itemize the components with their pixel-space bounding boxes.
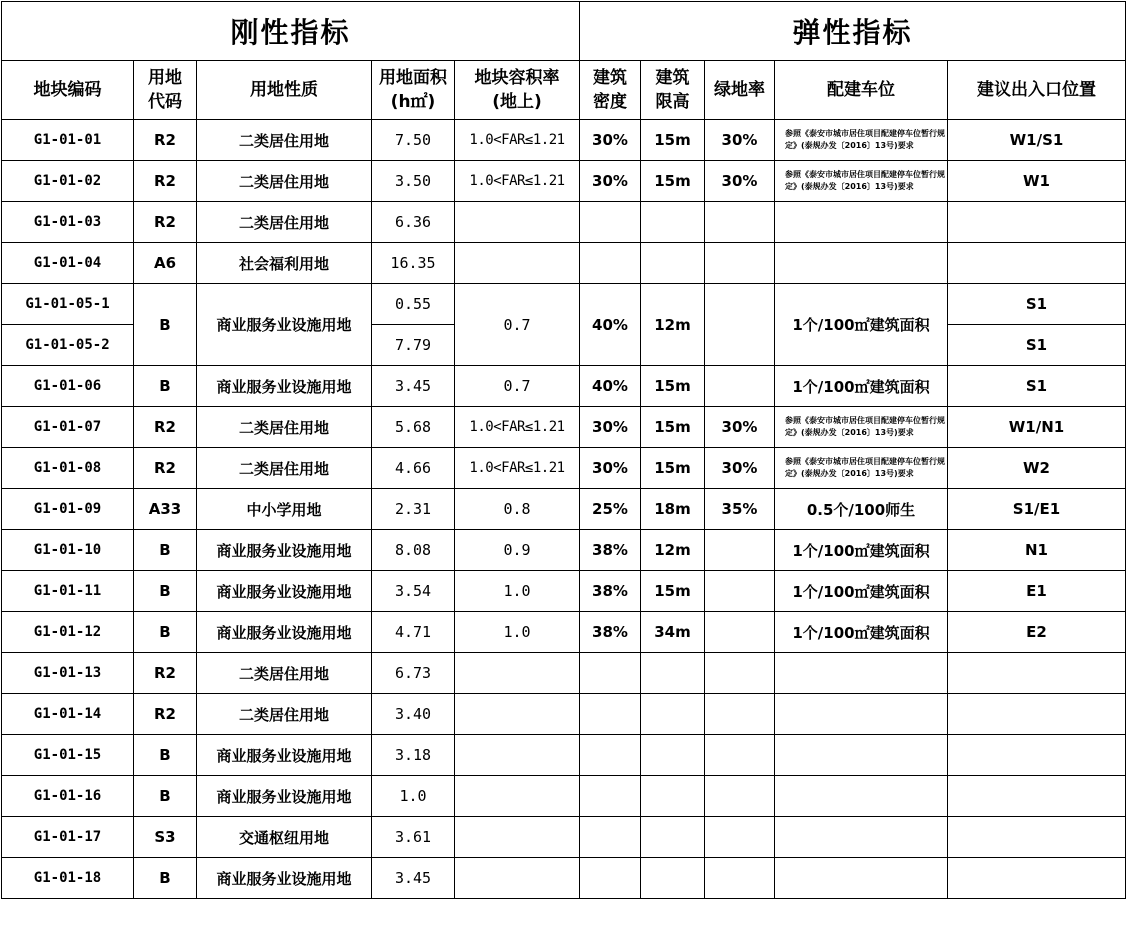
land-area: 16.35 [372,243,455,284]
building-density [580,858,641,899]
far-value: 0.9 [455,530,580,571]
parking-note: 1个/100㎡建筑面积 [775,571,948,612]
table-row [2,858,1126,899]
far-value: 1.0<FAR≤1.21 [455,448,580,489]
parcel-code: G1-01-05-2 [2,325,134,366]
green-rate [705,858,775,899]
header-density: 建筑 密度 [580,61,641,120]
parking-note [775,653,948,694]
land-code: R2 [134,161,197,202]
building-density: 40% [580,366,641,407]
land-code: S3 [134,817,197,858]
land-area: 3.18 [372,735,455,776]
land-area: 3.45 [372,366,455,407]
column-header-row [2,61,1126,120]
green-rate [705,571,775,612]
green-rate [705,612,775,653]
parcel-code: G1-01-13 [2,653,134,694]
height-limit [641,653,705,694]
table-row [2,448,1126,489]
table-row [2,366,1126,407]
table-row [2,161,1126,202]
green-rate [705,530,775,571]
land-area: 3.61 [372,817,455,858]
far-value: 1.0<FAR≤1.21 [455,120,580,161]
land-area: 3.54 [372,571,455,612]
height-limit [641,202,705,243]
entrance-position: S1 [948,284,1126,325]
parcel-code: G1-01-02 [2,161,134,202]
land-area: 7.50 [372,120,455,161]
entrance-position [948,243,1126,284]
land-nature: 中小学用地 [197,489,372,530]
group-header-row [2,2,1126,61]
parking-note: 参照《泰安市城市居住项目配建停车位暂行规定》(泰规办发〔2016〕13号)要求 [775,407,948,448]
land-nature: 商业服务业设施用地 [197,858,372,899]
land-nature: 社会福利用地 [197,243,372,284]
green-rate: 30% [705,407,775,448]
land-code: B [134,366,197,407]
green-rate: 35% [705,489,775,530]
land-area: 2.31 [372,489,455,530]
land-nature: 二类居住用地 [197,653,372,694]
parking-note [775,202,948,243]
land-code: R2 [134,448,197,489]
table-row [2,571,1126,612]
building-density [580,776,641,817]
table-row [2,776,1126,817]
parcel-code: G1-01-06 [2,366,134,407]
parking-note [775,735,948,776]
parcel-code: G1-01-01 [2,120,134,161]
header-green-rate: 绿地率 [705,61,775,120]
green-rate: 30% [705,120,775,161]
height-limit: 15m [641,407,705,448]
table-row [2,284,1126,325]
header-land-area: 用地面积 (h㎡) [372,61,455,120]
parking-note [775,776,948,817]
green-rate [705,694,775,735]
rigid-indicators-title: 刚性指标 [2,2,580,61]
height-limit: 34m [641,612,705,653]
land-area: 3.45 [372,858,455,899]
far-value [455,694,580,735]
height-limit [641,735,705,776]
table-row [2,120,1126,161]
land-nature: 二类居住用地 [197,120,372,161]
building-density: 38% [580,571,641,612]
land-code: R2 [134,694,197,735]
entrance-position: N1 [948,530,1126,571]
building-density: 30% [580,120,641,161]
land-index-table [1,1,1126,899]
header-land-nature: 用地性质 [197,61,372,120]
land-nature: 商业服务业设施用地 [197,284,372,366]
height-limit: 12m [641,284,705,366]
building-density: 38% [580,612,641,653]
parcel-code: G1-01-18 [2,858,134,899]
parcel-code: G1-01-16 [2,776,134,817]
land-area: 4.71 [372,612,455,653]
land-area: 7.79 [372,325,455,366]
entrance-position: S1 [948,325,1126,366]
parking-note [775,817,948,858]
land-code: B [134,530,197,571]
header-parking: 配建车位 [775,61,948,120]
land-area: 3.40 [372,694,455,735]
far-value [455,858,580,899]
land-nature: 商业服务业设施用地 [197,366,372,407]
land-nature: 二类居住用地 [197,694,372,735]
far-value [455,735,580,776]
far-value: 1.0 [455,571,580,612]
height-limit: 18m [641,489,705,530]
parcel-code: G1-01-03 [2,202,134,243]
far-value [455,653,580,694]
height-limit [641,694,705,735]
entrance-position: W2 [948,448,1126,489]
land-code: R2 [134,407,197,448]
green-rate [705,817,775,858]
far-value [455,776,580,817]
height-limit [641,243,705,284]
land-area: 0.55 [372,284,455,325]
parking-note [775,694,948,735]
far-value: 1.0<FAR≤1.21 [455,161,580,202]
building-density: 30% [580,407,641,448]
land-nature: 二类居住用地 [197,407,372,448]
land-nature: 交通枢纽用地 [197,817,372,858]
table-row [2,407,1126,448]
green-rate [705,202,775,243]
land-code: B [134,776,197,817]
land-nature: 二类居住用地 [197,448,372,489]
entrance-position [948,202,1126,243]
table-row [2,530,1126,571]
land-nature: 二类居住用地 [197,161,372,202]
height-limit: 15m [641,571,705,612]
parking-note: 1个/100㎡建筑面积 [775,284,948,366]
building-density [580,243,641,284]
land-nature: 商业服务业设施用地 [197,735,372,776]
green-rate [705,776,775,817]
building-density [580,694,641,735]
far-value [455,817,580,858]
land-code: B [134,284,197,366]
far-value: 1.0<FAR≤1.21 [455,407,580,448]
header-entrance: 建议出入口位置 [948,61,1126,120]
land-nature: 商业服务业设施用地 [197,612,372,653]
parcel-code: G1-01-12 [2,612,134,653]
entrance-position: W1/N1 [948,407,1126,448]
parcel-code: G1-01-09 [2,489,134,530]
entrance-position: W1 [948,161,1126,202]
building-density [580,653,641,694]
entrance-position: S1/E1 [948,489,1126,530]
parcel-code: G1-01-08 [2,448,134,489]
land-area: 6.36 [372,202,455,243]
entrance-position [948,694,1126,735]
building-density: 38% [580,530,641,571]
green-rate: 30% [705,161,775,202]
header-land-code: 用地 代码 [134,61,197,120]
elastic-indicators-title: 弹性指标 [580,2,1126,61]
parcel-code: G1-01-05-1 [2,284,134,325]
header-parcel-code: 地块编码 [2,61,134,120]
building-density: 25% [580,489,641,530]
green-rate [705,735,775,776]
far-value [455,243,580,284]
green-rate [705,653,775,694]
land-area: 1.0 [372,776,455,817]
entrance-position [948,858,1126,899]
parking-note: 参照《泰安市城市居住项目配建停车位暂行规定》(泰规办发〔2016〕13号)要求 [775,448,948,489]
parcel-code: G1-01-14 [2,694,134,735]
parking-note: 1个/100㎡建筑面积 [775,366,948,407]
land-nature: 商业服务业设施用地 [197,776,372,817]
land-nature: 二类居住用地 [197,202,372,243]
entrance-position: E1 [948,571,1126,612]
table-row [2,202,1126,243]
land-code: B [134,571,197,612]
parcel-code: G1-01-10 [2,530,134,571]
green-rate [705,366,775,407]
header-height: 建筑 限高 [641,61,705,120]
parcel-code: G1-01-15 [2,735,134,776]
height-limit [641,817,705,858]
entrance-position: S1 [948,366,1126,407]
green-rate [705,243,775,284]
land-code: R2 [134,202,197,243]
table-row [2,489,1126,530]
far-value [455,202,580,243]
height-limit: 15m [641,120,705,161]
land-area: 6.73 [372,653,455,694]
entrance-position [948,817,1126,858]
parcel-code: G1-01-17 [2,817,134,858]
land-code: B [134,858,197,899]
table-row [2,694,1126,735]
land-code: R2 [134,120,197,161]
far-value: 0.7 [455,366,580,407]
table-row [2,735,1126,776]
far-value: 0.7 [455,284,580,366]
land-code: A33 [134,489,197,530]
building-density [580,735,641,776]
height-limit [641,776,705,817]
land-area: 8.08 [372,530,455,571]
table-row [2,612,1126,653]
header-far: 地块容积率 (地上) [455,61,580,120]
height-limit: 12m [641,530,705,571]
land-nature: 商业服务业设施用地 [197,530,372,571]
land-area: 5.68 [372,407,455,448]
parking-note: 1个/100㎡建筑面积 [775,612,948,653]
parcel-code: G1-01-07 [2,407,134,448]
green-rate [705,284,775,366]
entrance-position: W1/S1 [948,120,1126,161]
entrance-position [948,776,1126,817]
table-row [2,243,1126,284]
entrance-position [948,735,1126,776]
building-density: 30% [580,161,641,202]
parcel-code: G1-01-04 [2,243,134,284]
land-code: B [134,612,197,653]
land-nature: 商业服务业设施用地 [197,571,372,612]
land-code: B [134,735,197,776]
table-row [2,653,1126,694]
far-value: 1.0 [455,612,580,653]
land-area: 4.66 [372,448,455,489]
entrance-position [948,653,1126,694]
table-row [2,817,1126,858]
parking-note: 1个/100㎡建筑面积 [775,530,948,571]
parking-note [775,243,948,284]
parcel-code: G1-01-11 [2,571,134,612]
building-density [580,817,641,858]
green-rate: 30% [705,448,775,489]
building-density: 30% [580,448,641,489]
land-code: A6 [134,243,197,284]
far-value: 0.8 [455,489,580,530]
entrance-position: E2 [948,612,1126,653]
height-limit [641,858,705,899]
land-area: 3.50 [372,161,455,202]
parking-note: 参照《泰安市城市居住项目配建停车位暂行规定》(泰规办发〔2016〕13号)要求 [775,120,948,161]
parking-note [775,858,948,899]
building-density: 40% [580,284,641,366]
height-limit: 15m [641,448,705,489]
height-limit: 15m [641,161,705,202]
height-limit: 15m [641,366,705,407]
parking-note: 0.5个/100师生 [775,489,948,530]
building-density [580,202,641,243]
land-code: R2 [134,653,197,694]
parking-note: 参照《泰安市城市居住项目配建停车位暂行规定》(泰规办发〔2016〕13号)要求 [775,161,948,202]
